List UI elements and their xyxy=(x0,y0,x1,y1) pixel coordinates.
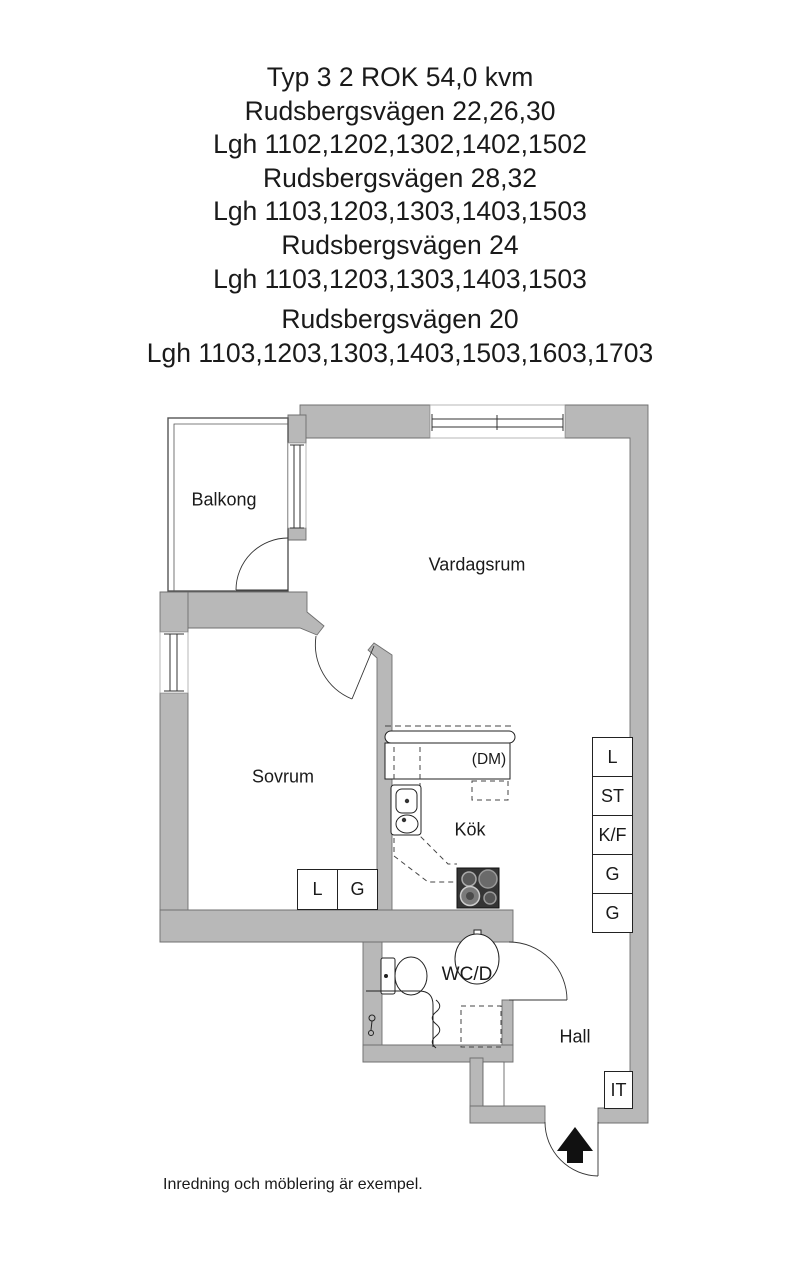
bedroom-closet-g: G xyxy=(337,869,378,910)
doors xyxy=(236,538,598,1176)
hall-niche xyxy=(483,1062,504,1106)
toilet-fixture xyxy=(381,957,427,995)
washer-space-dashed xyxy=(461,1006,501,1047)
bath-fixtures xyxy=(366,930,501,1048)
footer-note: Inredning och möblering är exempel. xyxy=(163,1176,423,1193)
room-label-hall: Hall xyxy=(559,1026,591,1047)
header-line-type: Typ 3 2 ROK 54,0 kvm xyxy=(266,62,534,92)
label-dishwasher: (DM) xyxy=(471,751,507,768)
room-label-balkong: Balkong xyxy=(191,489,257,510)
kitchen-counter-bar xyxy=(385,731,515,743)
bedroom-closet-l: L xyxy=(297,869,338,910)
stove-fixture xyxy=(457,868,499,908)
window-bedroom xyxy=(160,632,188,693)
closet-box-g2: G xyxy=(592,893,633,933)
window-balcony xyxy=(288,443,306,528)
header-line-address-2: Rudsbergsvägen 28,32 xyxy=(262,162,538,193)
bath-door xyxy=(509,942,567,1000)
window-living-room xyxy=(430,405,565,438)
kitchen-sink-fixture xyxy=(391,785,421,835)
room-label-kok: Kök xyxy=(454,819,486,840)
room-label-vardagsrum: Vardagsrum xyxy=(428,554,526,575)
header-line-address-1: Rudsbergsvägen 22,26,30 xyxy=(244,95,556,126)
room-label-wcd: WC/D xyxy=(441,964,493,985)
header-line-apartments-1: Lgh 1102,1202,1302,1402,1502 xyxy=(213,129,587,160)
header-line-address-4: Rudsbergsvägen 20 xyxy=(281,304,519,335)
closet-box-kf: K/F xyxy=(592,815,633,855)
header-line-apartments-2: Lgh 1103,1203,1303,1403,1503 xyxy=(213,196,587,227)
room-label-sovrum: Sovrum xyxy=(251,766,315,787)
header-line-address-3: Rudsbergsvägen 24 xyxy=(281,229,519,260)
closet-box-g1: G xyxy=(592,854,633,894)
balcony-door xyxy=(236,538,288,590)
closet-box-l: L xyxy=(592,737,633,777)
it-cabinet-box: IT xyxy=(604,1071,633,1109)
bedroom-door xyxy=(315,636,374,699)
header-line-apartments-4: Lgh 1103,1203,1303,1403,1503,1603,1703 xyxy=(146,337,654,368)
closet-box-st: ST xyxy=(592,776,633,816)
entrance-arrow-icon xyxy=(557,1127,593,1163)
header-line-apartments-3: Lgh 1103,1203,1303,1403,1503 xyxy=(213,263,587,294)
